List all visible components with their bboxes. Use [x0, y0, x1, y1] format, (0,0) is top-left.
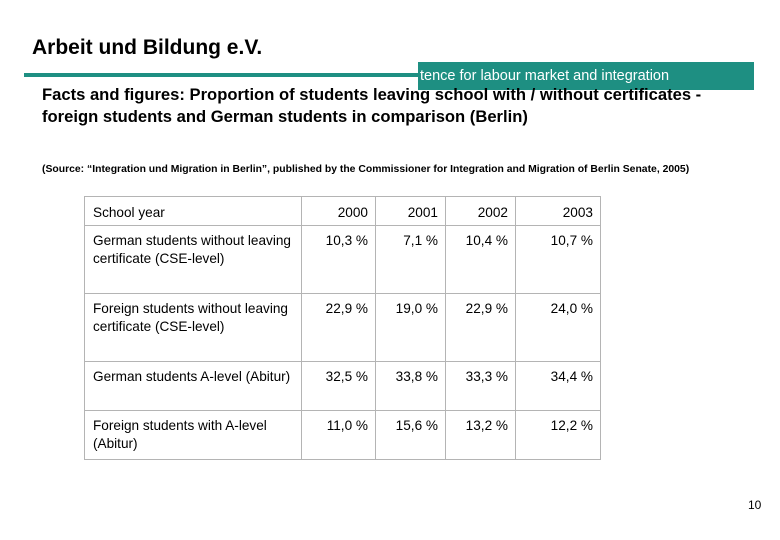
table-row — [85, 362, 601, 411]
page-number: 10 — [748, 498, 762, 512]
table-cell: 7,1 % — [376, 226, 446, 294]
year-header: 2003 — [516, 197, 601, 226]
year-header: 2002 — [446, 197, 516, 226]
table-row — [85, 226, 601, 294]
table-cell: 33,8 % — [376, 362, 446, 411]
table-cell: 22,9 % — [446, 294, 516, 362]
table-cell: 11,0 % — [302, 411, 376, 460]
table-cell: 10,7 % — [516, 226, 601, 294]
table-header-row — [85, 197, 601, 226]
banner: tence for labour market and integration — [418, 62, 754, 90]
table-cell: 34,4 % — [516, 362, 601, 411]
table-row — [85, 411, 601, 460]
table-cell: 33,3 % — [446, 362, 516, 411]
row-label: Foreign students with A-level (Abitur) — [85, 411, 302, 460]
org-title: Arbeit und Bildung e.V. — [32, 36, 263, 59]
table-cell: 15,6 % — [376, 411, 446, 460]
row-label: Foreign students without leaving certificate (CSE-level) — [85, 294, 302, 362]
table-cell: 19,0 % — [376, 294, 446, 362]
page-heading: Facts and figures: Proportion of students leaving school with / without certificates - foreign students and German students in comparison (Berlin) — [42, 85, 702, 126]
table-cell: 22,9 % — [302, 294, 376, 362]
table-cell: 10,3 % — [302, 226, 376, 294]
data-table — [84, 196, 601, 460]
table-cell: 24,0 % — [516, 294, 601, 362]
table-cell: 13,2 % — [446, 411, 516, 460]
header-label: School year — [85, 197, 302, 226]
row-label: German students without leaving certificate (CSE-level) — [85, 226, 302, 294]
table-cell: 12,2 % — [516, 411, 601, 460]
table-cell: 10,4 % — [446, 226, 516, 294]
row-label: German students A-level (Abitur) — [85, 362, 302, 411]
table-cell: 32,5 % — [302, 362, 376, 411]
year-header: 2000 — [302, 197, 376, 226]
accent-line — [24, 73, 420, 77]
source-note: (Source: “Integration und Migration in Berlin”, published by the Commissioner for Integration and Migration of Berlin Senate, 2005) — [42, 164, 690, 175]
year-header: 2001 — [376, 197, 446, 226]
table-row — [85, 294, 601, 362]
